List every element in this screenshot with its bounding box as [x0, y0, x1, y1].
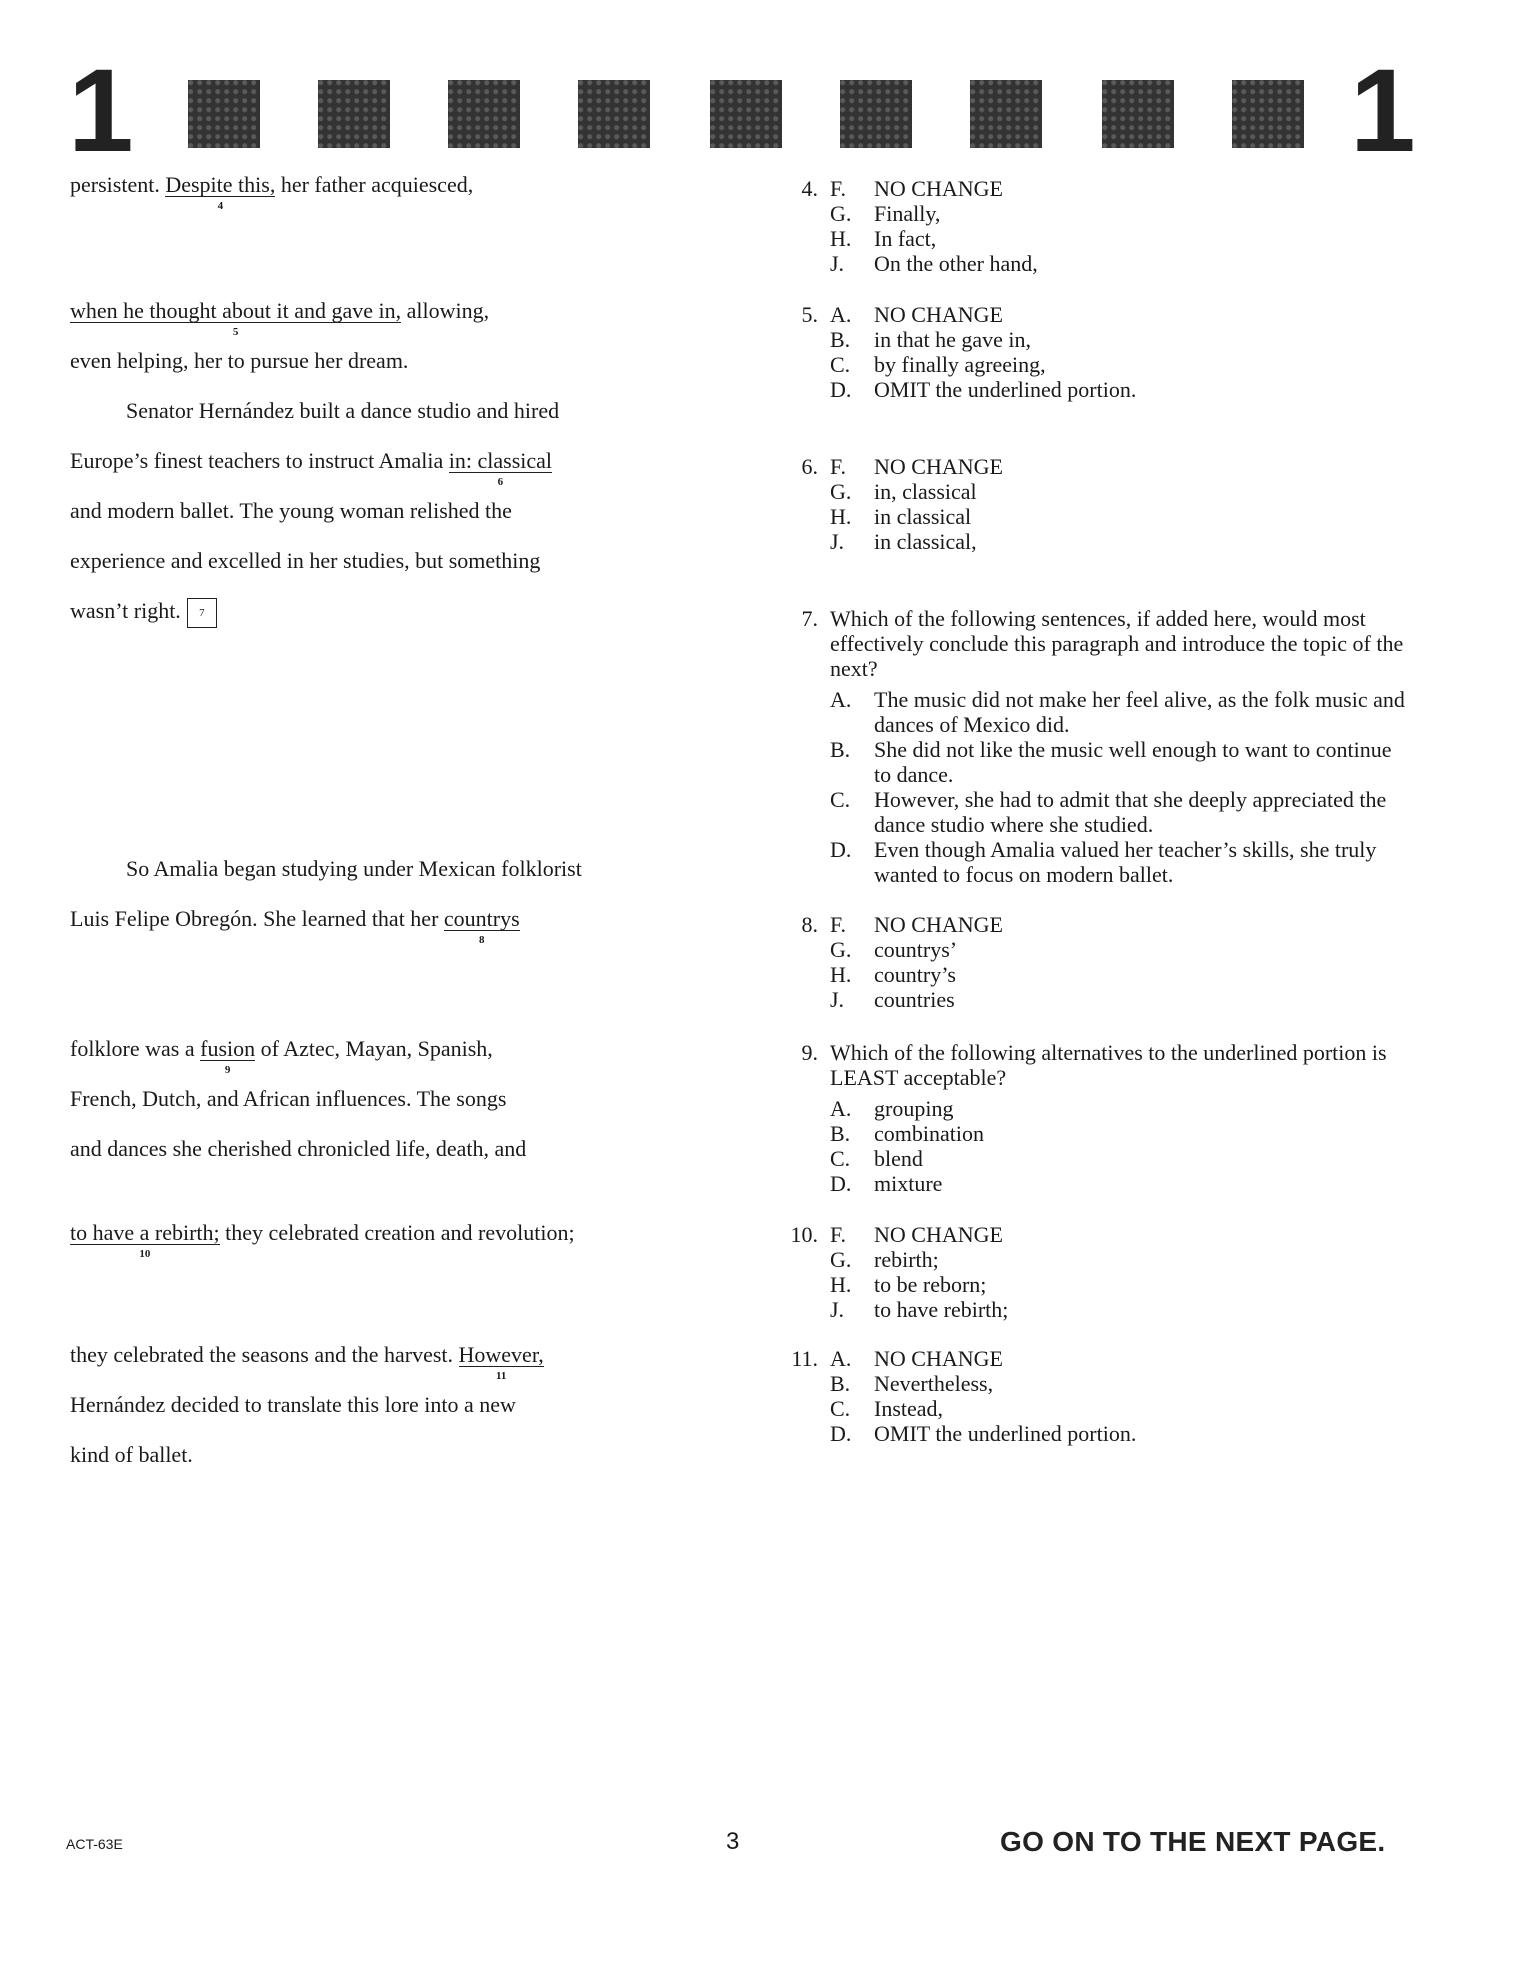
answer-option[interactable]	[830, 377, 1410, 402]
question-number: 5.	[801, 302, 818, 327]
option-letter: A.	[830, 302, 852, 327]
answer-option[interactable]	[830, 987, 1410, 1012]
option-letter: F.	[830, 912, 846, 937]
answer-option[interactable]	[830, 687, 1410, 737]
option-letter: H.	[830, 962, 852, 987]
question-10	[770, 1222, 1410, 1322]
header-square	[970, 80, 1042, 148]
header-square	[188, 80, 260, 148]
next-page-instruction: GO ON TO THE NEXT PAGE.	[1000, 1826, 1386, 1857]
answer-option[interactable]	[830, 1297, 1410, 1322]
passage-line	[70, 172, 474, 212]
passage-line: French, Dutch, and African influences. The songs	[70, 1086, 507, 1111]
option-text: NO CHANGE	[874, 1222, 1003, 1247]
option-letter: F.	[830, 176, 846, 201]
passage-text: her father acquiesced,	[275, 172, 474, 197]
underlined-text: in: classical	[448, 448, 553, 473]
passage-line: experience and excelled in her studies, but something	[70, 548, 541, 573]
option-letter: J.	[830, 987, 845, 1012]
underlined-text: fusion	[200, 1036, 256, 1061]
question-7	[770, 606, 1410, 887]
question-ref-number: 6	[497, 476, 504, 488]
passage-line: Hernández decided to translate this lore into a new	[70, 1392, 516, 1417]
option-letter: C.	[830, 352, 851, 377]
option-text: blend	[874, 1146, 923, 1171]
answer-option[interactable]	[830, 529, 1410, 554]
answer-option[interactable]	[830, 1272, 1410, 1297]
form-code: ACT-63E	[66, 1836, 123, 1852]
section-number-left: 1	[68, 45, 134, 177]
option-letter: D.	[830, 377, 852, 402]
underlined-text: countrys	[443, 906, 520, 931]
option-letter: D.	[830, 1421, 852, 1446]
question-ref-number: 5	[232, 326, 239, 338]
question-ref-number: 10	[139, 1248, 151, 1260]
answer-option[interactable]	[830, 327, 1410, 352]
option-letter: J.	[830, 529, 845, 554]
answer-option[interactable]	[830, 1146, 1410, 1171]
option-letter: J.	[830, 251, 845, 276]
answer-option[interactable]	[830, 962, 1410, 987]
question-number: 6.	[801, 454, 818, 479]
answer-option[interactable]	[830, 1171, 1410, 1196]
question-number: 10.	[790, 1222, 818, 1247]
option-text: in that he gave in,	[874, 327, 1032, 352]
answer-option[interactable]	[830, 226, 1410, 251]
option-letter: H.	[830, 504, 852, 529]
question-stem: Which of the following sentences, if added here, would most effectively conclude this paragraph and introduce the topic of the next?	[830, 606, 1404, 681]
answer-option[interactable]	[830, 837, 1410, 887]
option-letter: F.	[830, 1222, 846, 1247]
question-ref-number: 11	[495, 1370, 507, 1382]
option-letter: G.	[830, 937, 852, 962]
underlined-portion-5	[70, 298, 402, 338]
underlined-portion-10	[70, 1220, 220, 1260]
option-text: mixture	[874, 1171, 943, 1196]
option-text: NO CHANGE	[874, 454, 1003, 479]
question-8	[770, 912, 1410, 1012]
question-number: 4.	[801, 176, 818, 201]
question-number: 9.	[801, 1040, 818, 1065]
answer-option[interactable]	[830, 504, 1410, 529]
option-text: Nevertheless,	[874, 1371, 994, 1396]
passage-line: even helping, her to pursue her dream.	[70, 348, 409, 373]
answer-option[interactable]	[830, 201, 1410, 226]
passage-line	[70, 298, 490, 338]
passage-text: wasn’t right.	[70, 598, 181, 624]
page-number: 3	[726, 1828, 740, 1855]
option-letter: C.	[830, 1146, 851, 1171]
header-square	[448, 80, 520, 148]
option-text: to have rebirth;	[874, 1297, 1009, 1322]
question-number: 7.	[801, 606, 818, 631]
passage-line	[70, 1036, 493, 1076]
passage-text: Europe’s finest teachers to instruct Amalia	[70, 448, 449, 473]
header-square	[578, 80, 650, 148]
question-number: 11.	[791, 1346, 818, 1371]
option-letter: B.	[830, 1121, 851, 1146]
answer-option[interactable]	[830, 1096, 1410, 1121]
passage-text: they celebrated creation and revolution;	[219, 1220, 575, 1245]
header-square	[710, 80, 782, 148]
header-square	[1232, 80, 1304, 148]
answer-option[interactable]	[830, 176, 1410, 201]
option-text: in classical,	[874, 529, 977, 554]
question-stem: Which of the following alternatives to the underlined portion is LEAST acceptable?	[830, 1040, 1387, 1090]
answer-option[interactable]	[830, 352, 1410, 377]
question-ref-number: 9	[224, 1064, 231, 1076]
option-text: rebirth;	[874, 1247, 939, 1272]
passage-text: folklore was a	[70, 1036, 201, 1061]
option-text: NO CHANGE	[874, 912, 1003, 937]
passage-text: allowing,	[401, 298, 490, 323]
answer-option[interactable]	[830, 912, 1410, 937]
option-letter: B.	[830, 737, 851, 762]
passage-line	[70, 906, 520, 946]
passage-line: kind of ballet.	[70, 1442, 193, 1467]
passage-line	[70, 1220, 575, 1260]
option-letter: D.	[830, 1171, 852, 1196]
option-text: She did not like the music well enough to want to continue to dance.	[874, 737, 1392, 787]
answer-option[interactable]	[830, 737, 1410, 787]
answer-option[interactable]	[830, 1346, 1410, 1371]
answer-option[interactable]	[830, 302, 1410, 327]
underlined-text: when he thought about it and gave in,	[70, 298, 402, 323]
option-letter: J.	[830, 1297, 845, 1322]
option-text: grouping	[874, 1096, 954, 1121]
option-text: However, she had to admit that she deeply appreciated the dance studio where she studied.	[874, 787, 1387, 837]
header-square	[1102, 80, 1174, 148]
option-letter: H.	[830, 226, 852, 251]
underlined-portion-8	[443, 906, 520, 946]
passage-text: they celebrated the seasons and the harvest.	[70, 1342, 459, 1367]
passage-line	[70, 448, 553, 488]
option-text: in classical	[874, 504, 972, 529]
option-text: NO CHANGE	[874, 302, 1003, 327]
answer-option[interactable]	[830, 479, 1410, 504]
option-letter: B.	[830, 327, 851, 352]
passage-text: persistent.	[70, 172, 166, 197]
option-text: Finally,	[874, 201, 941, 226]
question-5	[770, 302, 1410, 402]
answer-option[interactable]	[830, 937, 1410, 962]
answer-option[interactable]	[830, 251, 1410, 276]
option-text: OMIT the underlined portion.	[874, 377, 1137, 402]
passage-line: and modern ballet. The young woman relished the	[70, 498, 512, 523]
section-number-right: 1	[1350, 45, 1416, 177]
option-text: OMIT the underlined portion.	[874, 1421, 1137, 1446]
underlined-portion-6	[448, 448, 553, 488]
header-square	[840, 80, 912, 148]
question-ref-number: 4	[217, 200, 224, 212]
passage-line	[70, 598, 217, 628]
passage-line: So Amalia began studying under Mexican folklorist	[126, 856, 582, 881]
underlined-portion-9	[200, 1036, 256, 1076]
question-9	[770, 1040, 1410, 1196]
answer-option[interactable]	[830, 1121, 1410, 1146]
underlined-portion-4	[165, 172, 276, 212]
option-letter: A.	[830, 1096, 852, 1121]
option-letter: C.	[830, 1396, 851, 1421]
question-ref-number: 8	[479, 934, 485, 946]
answer-option[interactable]	[830, 1222, 1410, 1247]
underlined-portion-11	[458, 1342, 544, 1382]
passage-line	[70, 1342, 544, 1382]
underlined-text: Despite this,	[165, 172, 276, 197]
option-text: to be reborn;	[874, 1272, 987, 1297]
option-letter: G.	[830, 479, 852, 504]
option-text: NO CHANGE	[874, 1346, 1003, 1371]
passage-text: Luis Felipe Obregón. She learned that her	[70, 906, 444, 931]
option-letter: H.	[830, 1272, 852, 1297]
option-letter: A.	[830, 1346, 852, 1371]
header-square	[318, 80, 390, 148]
passage-line: and dances she cherished chronicled life, death, and	[70, 1136, 527, 1161]
passage-text: of Aztec, Mayan, Spanish,	[255, 1036, 493, 1061]
answer-option[interactable]	[830, 787, 1410, 837]
answer-option[interactable]	[830, 1247, 1410, 1272]
answer-option[interactable]	[830, 1371, 1410, 1396]
option-text: On the other hand,	[874, 251, 1038, 276]
option-text: countrys’	[874, 937, 958, 962]
option-letter: B.	[830, 1371, 851, 1396]
option-text: by finally agreeing,	[874, 352, 1046, 377]
answer-option[interactable]	[830, 1421, 1410, 1446]
option-letter: G.	[830, 201, 852, 226]
option-text: In fact,	[874, 226, 937, 251]
option-letter: A.	[830, 687, 852, 712]
underlined-text: However,	[458, 1342, 544, 1367]
option-text: NO CHANGE	[874, 176, 1003, 201]
question-4	[770, 176, 1410, 276]
option-letter: G.	[830, 1247, 852, 1272]
passage-line: Senator Hernández built a dance studio and hired	[126, 398, 560, 423]
option-text: countries	[874, 987, 955, 1012]
question-box-7: 7	[187, 598, 217, 628]
question-11	[770, 1346, 1410, 1446]
option-text: Instead,	[874, 1396, 944, 1421]
option-letter: F.	[830, 454, 846, 479]
question-number: 8.	[801, 912, 818, 937]
answer-option[interactable]	[830, 454, 1410, 479]
section-header	[60, 45, 1416, 177]
option-text: The music did not make her feel alive, as the folk music and dances of Mexico did.	[874, 687, 1405, 737]
answer-option[interactable]	[830, 1396, 1410, 1421]
option-text: in, classical	[874, 479, 977, 504]
option-text: Even though Amalia valued her teacher’s skills, she truly wanted to focus on modern ballet.	[874, 837, 1377, 887]
option-text: combination	[874, 1121, 984, 1146]
question-6	[770, 454, 1410, 554]
underlined-text: to have a rebirth;	[70, 1220, 220, 1245]
option-letter: D.	[830, 837, 852, 862]
option-text: country’s	[874, 962, 956, 987]
option-letter: C.	[830, 787, 851, 812]
